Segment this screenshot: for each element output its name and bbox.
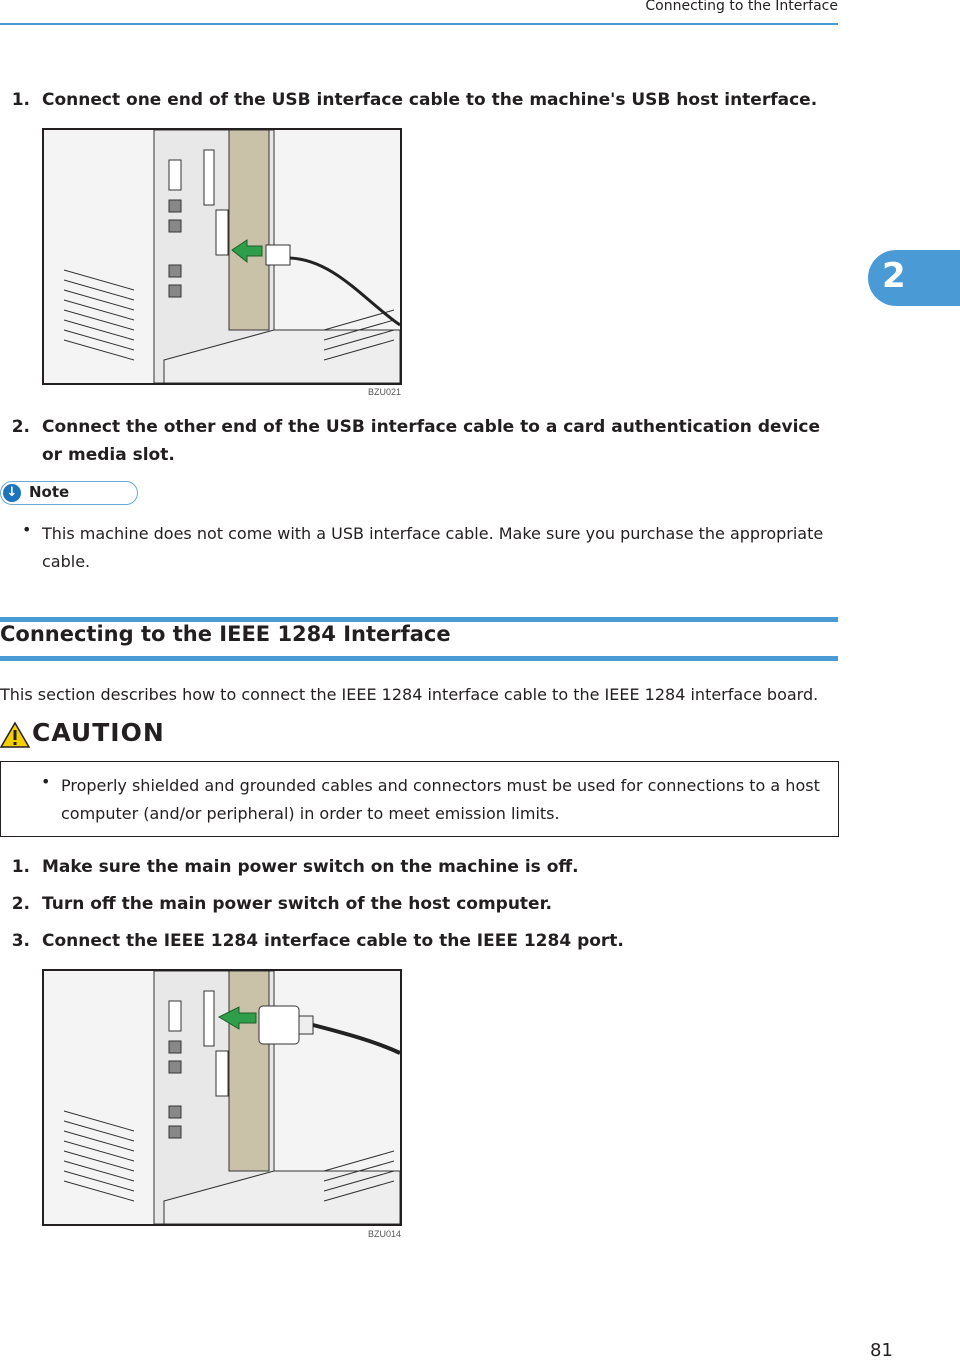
section-rule-bottom xyxy=(0,656,838,661)
caution-heading xyxy=(0,718,220,750)
ieee-connection-illustration xyxy=(42,969,402,1226)
usb-connection-illustration xyxy=(42,128,402,385)
step-text: Connect one end of the USB interface cable to the machine's USB host interface. xyxy=(42,90,818,110)
note-arrow-icon: ↓ xyxy=(3,484,21,502)
step-number: 1. xyxy=(11,90,30,110)
step-text: Connect the IEEE 1284 interface cable to the IEEE 1284 port. xyxy=(42,931,624,951)
section-title: Connecting to the IEEE 1284 Interface xyxy=(0,622,451,646)
note-label xyxy=(0,481,138,505)
section-intro: This section describes how to connect the IEEE 1284 interface cable to the IEEE 1284 interface board. xyxy=(0,685,819,704)
step-number: 3. xyxy=(11,931,30,951)
caution-label: CAUTION xyxy=(32,718,165,747)
step-text: Make sure the main power switch on the machine is off. xyxy=(42,857,579,877)
caution-text: Properly shielded and grounded cables and connectors must be used for connections to a host computer (and/or peripheral) in order to meet emission limits. xyxy=(61,776,820,823)
step-number: 2. xyxy=(11,894,30,914)
header-rule xyxy=(0,23,838,25)
page-number: 81 xyxy=(870,1340,893,1361)
step-number: 1. xyxy=(11,857,30,877)
chapter-tab xyxy=(868,250,960,306)
chapter-number: 2 xyxy=(882,256,906,296)
running-header: Connecting to the Interface xyxy=(645,0,838,14)
figure-code: BZU021 xyxy=(368,387,402,397)
note-text: This machine does not come with a USB interface cable. Make sure you purchase the appropriate cable. xyxy=(42,524,824,571)
figure-code: BZU014 xyxy=(368,1229,402,1239)
caution-box xyxy=(0,761,839,837)
bullet-icon: • xyxy=(22,520,32,539)
step-number: 2. xyxy=(11,417,30,437)
printer-rear-usb-icon xyxy=(44,130,400,383)
printer-rear-ieee-icon xyxy=(44,971,400,1224)
bullet-icon: • xyxy=(41,772,51,791)
step-text: Connect the other end of the USB interface cable to a card authentication device or media slot. xyxy=(42,417,821,465)
step-text: Turn off the main power switch of the host computer. xyxy=(42,894,553,914)
note-label-text: Note xyxy=(29,483,70,501)
warning-triangle-icon xyxy=(0,721,30,749)
